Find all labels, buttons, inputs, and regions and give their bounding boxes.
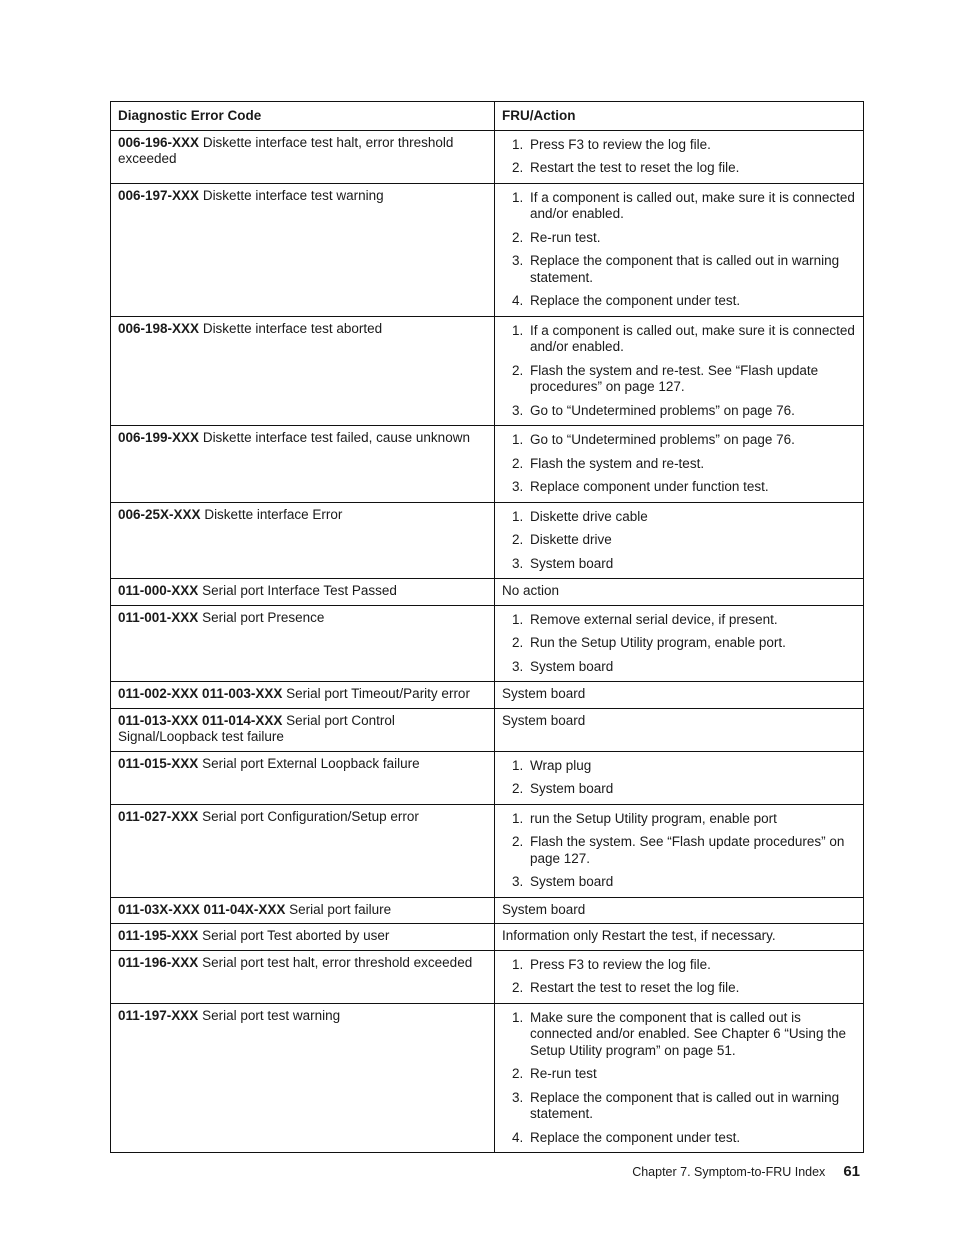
step-text: If a component is called out, make sure it is connected and/or enabled. <box>530 189 855 221</box>
action-steps-list <box>502 509 856 573</box>
step-number: 2. <box>512 455 524 471</box>
error-description: Diskette interface test failed, cause unknown <box>199 430 470 445</box>
step-text: System board <box>530 781 614 796</box>
table-row <box>111 682 864 709</box>
step-text: Press F3 to review the log file. <box>530 956 711 972</box>
error-description: Diskette interface Error <box>200 506 343 522</box>
step-number: 1. <box>512 611 524 627</box>
step-text: Replace component under function test. <box>530 479 769 494</box>
fru-action-cell <box>495 751 864 804</box>
chapter-title: Chapter 7. Symptom-to-FRU Index <box>632 1165 826 1179</box>
step-number: 1. <box>512 810 524 826</box>
error-code-cell <box>111 502 495 579</box>
action-step <box>502 509 856 526</box>
action-text: Information only Restart the test, if necessary. <box>502 928 776 943</box>
error-code-cell <box>111 426 495 503</box>
step-number: 2. <box>512 834 524 849</box>
action-step <box>502 980 856 997</box>
fru-action-cell <box>495 897 864 924</box>
table-row <box>111 605 864 682</box>
error-code-cell <box>111 183 495 316</box>
table-row <box>111 316 864 426</box>
fru-action-cell <box>495 183 864 316</box>
action-step <box>502 190 856 223</box>
step-number: 4. <box>512 293 524 308</box>
action-step <box>502 1130 856 1147</box>
step-number: 2. <box>512 1066 524 1081</box>
table-row <box>111 130 864 183</box>
action-steps-list <box>502 957 856 997</box>
page-number: 61 <box>843 1163 860 1180</box>
step-text: Restart the test to reset the log file. <box>530 160 740 175</box>
step-text: System board <box>530 658 614 674</box>
table-row <box>111 708 864 751</box>
action-steps-list <box>502 811 856 891</box>
fru-action-cell <box>495 682 864 709</box>
error-code: 006-25X-XXX <box>118 506 201 522</box>
step-text: Run the Setup Utility program, enable port. <box>530 635 786 650</box>
action-step <box>502 758 856 775</box>
column-header-fru-action: FRU/Action <box>495 102 864 131</box>
action-step <box>502 811 856 828</box>
action-step <box>502 137 856 154</box>
action-step <box>502 834 856 867</box>
table-row <box>111 426 864 503</box>
page-footer <box>632 1163 860 1180</box>
fru-action-cell <box>495 130 864 183</box>
fru-action-cell <box>495 605 864 682</box>
step-number: 3. <box>512 1089 524 1105</box>
step-text: Replace the component under test. <box>530 1129 741 1145</box>
action-step <box>502 1066 856 1083</box>
error-code-cell <box>111 708 495 751</box>
step-text: Flash the system. See “Flash update procedures” on page 127. <box>530 834 845 866</box>
action-steps-list <box>502 1010 856 1147</box>
fru-action-cell <box>495 316 864 426</box>
step-number: 1. <box>512 136 524 152</box>
error-code-cell <box>111 751 495 804</box>
error-code-cell <box>111 682 495 709</box>
step-text: Restart the test to reset the log file. <box>530 980 740 995</box>
action-step <box>502 659 856 676</box>
error-code: 011-001-XXX <box>118 609 199 625</box>
step-text: Flash the system and re-test. See “Flash update procedures” on page 127. <box>530 362 819 394</box>
error-code: 006-197-XXX <box>118 187 200 203</box>
error-code-cell <box>111 579 495 606</box>
action-steps-list <box>502 432 856 496</box>
step-number: 3. <box>512 253 524 268</box>
step-number: 1. <box>512 956 524 972</box>
error-code: 011-002-XXX 011-003-XXX <box>118 686 283 701</box>
error-code: 011-015-XXX <box>118 755 199 771</box>
action-steps-list <box>502 190 856 310</box>
error-description: Serial port Timeout/Parity error <box>282 686 470 701</box>
step-number: 2. <box>512 781 524 796</box>
table-row <box>111 183 864 316</box>
action-step <box>502 612 856 629</box>
fru-action-cell <box>495 426 864 503</box>
step-text: System board <box>530 555 614 571</box>
action-step <box>502 230 856 247</box>
fru-action-cell <box>495 579 864 606</box>
error-code: 011-013-XXX 011-014-XXX <box>118 712 283 728</box>
step-number: 1. <box>512 508 524 524</box>
step-number: 1. <box>512 757 524 773</box>
step-text: Re-run test. <box>530 229 601 245</box>
error-code: 006-199-XXX <box>118 430 200 445</box>
table-row <box>111 751 864 804</box>
diagnostic-error-table <box>110 101 864 1153</box>
fru-action-cell <box>495 804 864 897</box>
action-step <box>502 1010 856 1060</box>
error-description: Serial port Presence <box>198 609 325 625</box>
error-description: Serial port Interface Test Passed <box>198 583 397 598</box>
error-description: Serial port Control Signal/Loopback test failure <box>118 712 395 744</box>
error-description: Diskette interface test warning <box>199 187 384 203</box>
step-number: 3. <box>512 874 524 889</box>
step-number: 1. <box>512 1009 524 1025</box>
step-text: Replace the component that is called out in warning statement. <box>530 1089 840 1121</box>
action-step <box>502 556 856 573</box>
fru-action-cell <box>495 924 864 951</box>
step-text: System board <box>530 874 614 889</box>
error-code: 011-03X-XXX 011-04X-XXX <box>118 901 286 917</box>
action-step <box>502 403 856 420</box>
error-description: Serial port test warning <box>198 1007 341 1023</box>
error-code: 011-196-XXX <box>118 954 199 970</box>
step-number: 1. <box>512 322 524 338</box>
step-text: Diskette drive <box>530 532 612 547</box>
error-code: 006-196-XXX <box>118 134 200 150</box>
action-steps-list <box>502 323 856 420</box>
step-text: Re-run test <box>530 1066 597 1081</box>
table-row <box>111 804 864 897</box>
step-number: 2. <box>512 980 524 995</box>
error-description: Serial port External Loopback failure <box>198 755 420 771</box>
action-step <box>502 456 856 473</box>
table-row <box>111 897 864 924</box>
step-text: Wrap plug <box>530 757 592 773</box>
error-code: 011-000-XXX <box>118 583 199 598</box>
step-number: 2. <box>512 229 524 245</box>
table-header-row <box>111 102 864 131</box>
action-steps-list <box>502 612 856 676</box>
action-text: System board <box>502 901 586 917</box>
table-row <box>111 924 864 951</box>
step-text: Press F3 to review the log file. <box>530 136 711 152</box>
action-text: No action <box>502 583 560 598</box>
step-number: 4. <box>512 1129 524 1145</box>
step-number: 2. <box>512 160 524 175</box>
action-step <box>502 160 856 177</box>
error-code-cell <box>111 950 495 1003</box>
table-row <box>111 579 864 606</box>
fru-action-cell <box>495 1003 864 1153</box>
fru-action-cell <box>495 502 864 579</box>
action-text: System board <box>502 712 586 728</box>
step-text: Go to “Undetermined problems” on page 76. <box>530 402 795 418</box>
action-step <box>502 1090 856 1123</box>
step-number: 2. <box>512 532 524 547</box>
action-steps-list <box>502 758 856 798</box>
error-code: 011-195-XXX <box>118 928 199 943</box>
action-steps-list <box>502 137 856 177</box>
error-code-cell <box>111 130 495 183</box>
error-code: 006-198-XXX <box>118 320 200 336</box>
step-number: 2. <box>512 635 524 650</box>
error-code-cell <box>111 316 495 426</box>
step-number: 1. <box>512 432 524 447</box>
action-step <box>502 635 856 652</box>
step-text: run the Setup Utility program, enable port <box>530 810 777 826</box>
step-text: Diskette drive cable <box>530 508 648 524</box>
action-step <box>502 293 856 310</box>
table-row <box>111 950 864 1003</box>
error-description: Serial port Test aborted by user <box>198 928 390 943</box>
error-description: Serial port Configuration/Setup error <box>198 808 419 824</box>
action-step <box>502 532 856 549</box>
step-number: 3. <box>512 479 524 494</box>
error-description: Serial port test halt, error threshold exceeded <box>198 954 473 970</box>
error-code-cell <box>111 605 495 682</box>
error-description: Diskette interface test aborted <box>199 320 383 336</box>
step-number: 3. <box>512 658 524 674</box>
error-code: 011-197-XXX <box>118 1007 199 1023</box>
step-number: 1. <box>512 189 524 205</box>
column-header-error-code: Diagnostic Error Code <box>111 102 495 131</box>
fru-action-cell <box>495 708 864 751</box>
action-step <box>502 874 856 891</box>
error-code-cell <box>111 924 495 951</box>
step-text: Flash the system and re-test. <box>530 455 705 471</box>
action-step <box>502 253 856 286</box>
action-step <box>502 363 856 396</box>
table-row <box>111 1003 864 1153</box>
table-row <box>111 502 864 579</box>
error-code-cell <box>111 897 495 924</box>
step-number: 2. <box>512 362 524 378</box>
action-step <box>502 323 856 356</box>
action-step <box>502 957 856 974</box>
step-number: 3. <box>512 555 524 571</box>
fru-action-cell <box>495 950 864 1003</box>
action-step <box>502 781 856 798</box>
step-text: Make sure the component that is called out is connected and/or enabled. See Chapter 6 “Using the Setup Utility program” on page 51. <box>530 1009 846 1058</box>
action-step <box>502 432 856 449</box>
table-body <box>111 130 864 1153</box>
step-text: Go to “Undetermined problems” on page 76. <box>530 432 795 447</box>
action-step <box>502 479 856 496</box>
step-number: 3. <box>512 402 524 418</box>
step-text: If a component is called out, make sure it is connected and/or enabled. <box>530 322 855 354</box>
error-description: Serial port failure <box>285 901 392 917</box>
error-code-cell <box>111 804 495 897</box>
action-text: System board <box>502 686 586 701</box>
step-text: Replace the component that is called out in warning statement. <box>530 253 840 285</box>
error-code-cell <box>111 1003 495 1153</box>
error-description: Diskette interface test halt, error threshold exceeded <box>118 134 454 166</box>
error-code: 011-027-XXX <box>118 808 199 824</box>
step-text: Replace the component under test. <box>530 293 741 308</box>
step-text: Remove external serial device, if present. <box>530 611 778 627</box>
